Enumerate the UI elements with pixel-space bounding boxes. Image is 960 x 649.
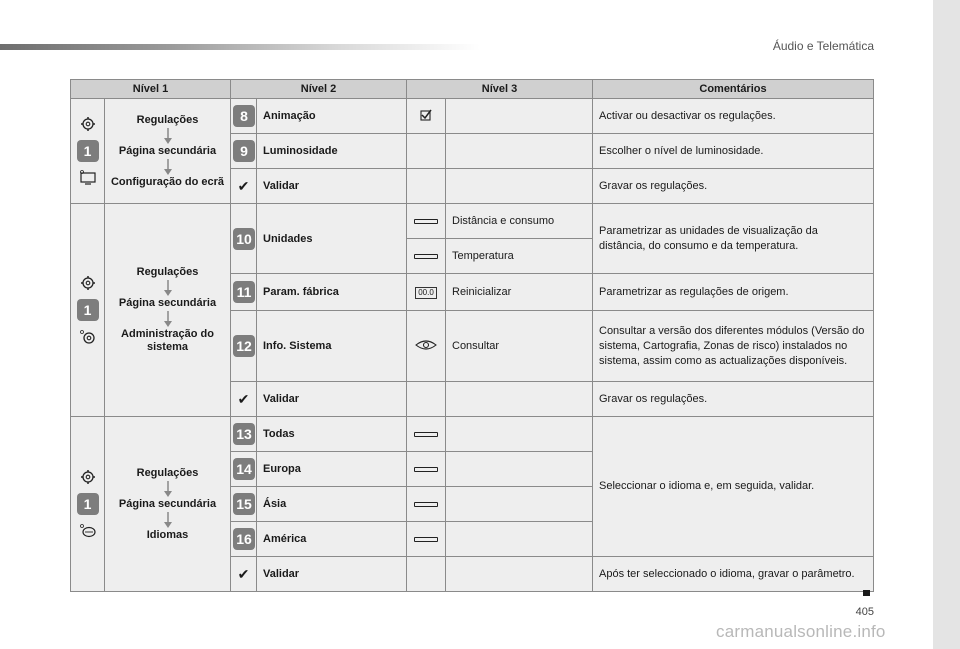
option-label: Validar [257,169,407,204]
comment-cell: Após ter seleccionado o idioma, gravar o parâmetro. [593,557,874,592]
settings-table [70,79,874,592]
list-bar-icon [414,537,438,542]
option-value [446,169,593,204]
option-label: Todas [257,417,407,452]
icon-cell [407,99,446,134]
step-badge: 15 [233,493,255,515]
level2-item: Página secundária [118,144,217,157]
option-value [446,557,593,592]
level2-item: Administração do sistema [121,328,214,353]
step-badge: 11 [233,281,255,303]
comment-cell: Seleccionar o idioma e, em seguida, validar. [593,417,874,557]
comment-cell: Gravar os regulações. [593,169,874,204]
level1-badge: 1 [77,299,99,321]
option-value: Temperatura [446,239,593,274]
comment-cell: Parametrizar as regulações de origem. [593,274,874,311]
level1-badge: 1 [77,493,99,515]
option-value [446,487,593,522]
checkmark-icon: ✔ [231,382,257,417]
page-number: 405 [855,606,874,618]
option-label: Validar [257,557,407,592]
arrow-down-icon [163,512,173,528]
icon-cell [407,274,446,311]
side-strip [933,0,960,649]
option-label: Ásia [257,487,407,522]
list-bar-icon [414,502,438,507]
watermark: carmanualsonline.info [716,622,886,641]
icon-cell [407,452,446,487]
icon-cell [407,557,446,592]
badge-cell [231,204,257,274]
icon-cell [407,311,446,382]
gear-icon [80,275,96,291]
option-label: Info. Sistema [257,311,407,382]
level2-item: Página secundária [118,297,217,309]
page-marker [863,590,870,596]
badge-cell [231,522,257,557]
table-row [71,204,874,239]
option-value [446,452,593,487]
level1-badge: 1 [77,140,99,162]
gear-icon [80,116,96,132]
list-bar-icon [414,254,438,259]
col-header-level3: Nível 3 [407,80,593,99]
option-value: Consultar [446,311,593,382]
checkbox-icon [419,108,433,122]
level2-cell [105,417,231,592]
icon-cell [407,169,446,204]
comment-cell: Escolher o nível de luminosidade. [593,134,874,169]
level2-item: Regulações [136,113,199,126]
icon-cell [407,522,446,557]
level1-cell [71,99,105,204]
option-value [446,417,593,452]
badge-cell [231,417,257,452]
list-bar-icon [414,219,438,224]
level2-item: Configuração do ecrã [110,175,225,188]
option-label: Unidades [257,204,407,274]
step-badge: 16 [233,528,255,550]
factory-reset-icon: 00.0 [415,287,437,299]
header-gradient-bar [0,44,480,50]
level2-item: Regulações [136,266,199,278]
option-value: Distância e consumo [446,204,593,239]
checkmark-icon: ✔ [231,169,257,204]
step-badge: 14 [233,458,255,480]
icon-cell [407,239,446,274]
comment-cell: Activar ou desactivar os regulações. [593,99,874,134]
option-label: Europa [257,452,407,487]
badge-cell [231,452,257,487]
list-bar-icon [414,432,438,437]
badge-cell [231,99,257,134]
option-label: Validar [257,382,407,417]
icon-cell [407,417,446,452]
level1-cell [71,417,105,592]
table-row [71,417,874,452]
badge-cell [231,487,257,522]
level2-item: Regulações [136,466,199,479]
option-value [446,99,593,134]
icon-cell [407,382,446,417]
table-row [71,99,874,134]
icon-cell [407,204,446,239]
step-badge: 8 [233,105,255,127]
step-badge: 12 [233,335,255,357]
option-label: Animação [257,99,407,134]
icon-cell [407,134,446,169]
gear-icon [80,469,96,485]
arrow-down-icon [163,128,173,144]
option-value [446,522,593,557]
screen-settings-icon [79,170,97,186]
section-title: Áudio e Telemática [772,39,874,53]
level1-cell [71,204,105,417]
option-label: Luminosidade [257,134,407,169]
table-header-row [71,80,874,99]
system-admin-icon [79,329,97,345]
level2-item: Idiomas [146,528,189,541]
badge-cell [231,274,257,311]
comment-cell: Gravar os regulações. [593,382,874,417]
step-badge: 10 [233,228,255,250]
eye-icon [415,339,437,351]
checkmark-icon: ✔ [231,557,257,592]
level2-cell [105,204,231,417]
option-value: Reinicializar [446,274,593,311]
comment-cell: Parametrizar as unidades de visualização da distância, do consumo e da temperatura. [593,204,874,274]
comment-cell: Consultar a versão dos diferentes módulos (Versão do sistema, Cartografia, Zonas de risco) instalados no sistema, assim como as actualizações disponíveis. [593,311,874,382]
language-icon [79,523,97,539]
list-bar-icon [414,467,438,472]
arrow-down-icon [163,481,173,497]
option-label: Param. fábrica [257,274,407,311]
step-badge: 13 [233,423,255,445]
icon-cell [407,487,446,522]
option-value [446,382,593,417]
step-badge: 9 [233,140,255,162]
level2-cell [105,99,231,204]
col-header-level1: Nível 1 [71,80,231,99]
option-value [446,134,593,169]
option-label: América [257,522,407,557]
arrow-down-icon [163,159,173,175]
level2-item: Página secundária [118,497,217,510]
col-header-comments: Comentários [593,80,874,99]
badge-cell [231,311,257,382]
arrow-down-icon [163,280,173,296]
badge-cell [231,134,257,169]
arrow-down-icon [163,311,173,327]
col-header-level2: Nível 2 [231,80,407,99]
